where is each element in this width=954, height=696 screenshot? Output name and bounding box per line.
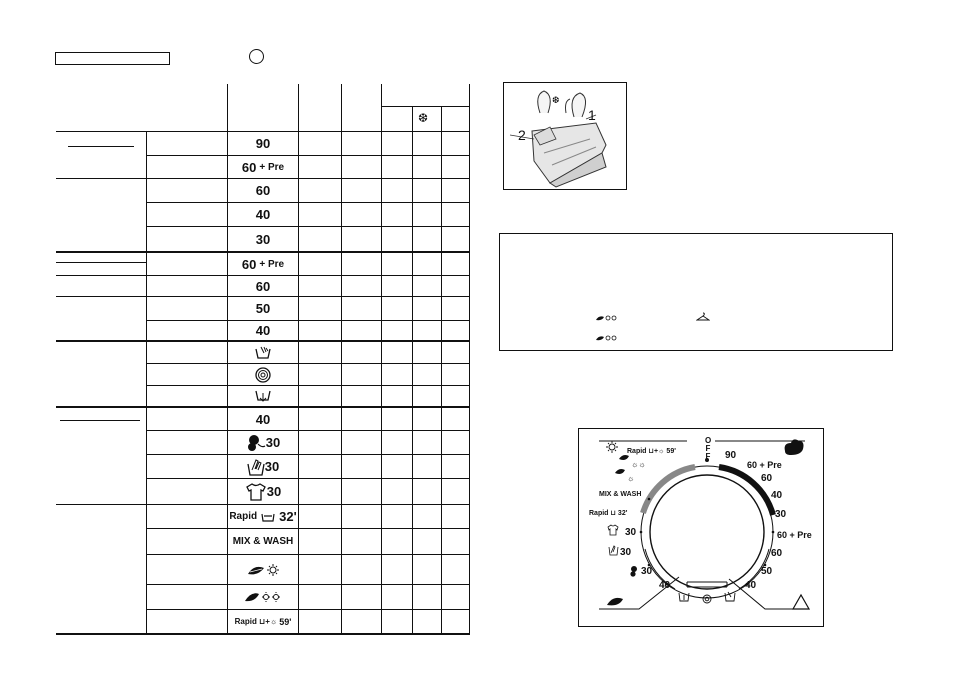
- row-90: 90: [255, 136, 271, 151]
- dial-40: 40: [771, 490, 783, 501]
- row-60-pre: 60 + Pre: [241, 159, 285, 175]
- delicate-icon: [228, 555, 298, 584]
- row-40-c: 40: [255, 411, 271, 427]
- delicate-dry-icon-small: [596, 314, 618, 324]
- dial-mix-wash: MIX & WASH: [599, 491, 642, 498]
- dial-30: 30: [775, 509, 787, 520]
- dial-60-pre-b: 60 + Pre: [777, 530, 812, 540]
- row-wool-30: 30: [228, 431, 298, 454]
- info-box: [499, 233, 893, 351]
- dial-60-b: 60: [771, 548, 783, 559]
- dial-60: 60: [761, 473, 773, 484]
- dial-rapid-59: Rapid ⊔+☼ 59': [627, 448, 676, 455]
- dial-off-label: OFF: [705, 436, 712, 461]
- dial-90: 90: [725, 450, 737, 461]
- programme-table: [56, 84, 470, 634]
- row-60-b: 60: [255, 278, 271, 294]
- row-50: 50: [255, 301, 271, 316]
- dial-50: 50: [761, 566, 773, 577]
- language-circle: [249, 49, 264, 64]
- drawer-label-2: 2: [518, 127, 526, 143]
- hanger-icon: [696, 312, 710, 324]
- dial-wool-30: 30: [641, 566, 653, 577]
- header-blank-box: [55, 52, 170, 65]
- delicate-dry-icon: [228, 585, 298, 609]
- drain-icon: [228, 386, 298, 406]
- shirt-icon: [245, 483, 267, 501]
- rinse-icon: [228, 342, 298, 363]
- spin-icon: [228, 364, 298, 385]
- row-30: 30: [255, 231, 271, 247]
- dial-40-b: 40: [745, 580, 757, 591]
- wool-icon: [246, 434, 266, 452]
- row-40-b: 40: [255, 323, 271, 338]
- row-60: 60: [255, 183, 271, 198]
- dial-rapid-32: Rapid ⊔ 32': [589, 510, 628, 517]
- snowflake-icon: ❆: [418, 111, 429, 125]
- row-rapid-32: Rapid 32': [229, 509, 297, 524]
- dial-delicate-dry: ☼☼: [631, 460, 646, 469]
- row-mix-wash: MIX & WASH: [232, 536, 294, 547]
- dial-shirt-30: 30: [625, 527, 637, 538]
- svg-text:❆: ❆: [552, 96, 560, 106]
- handwash-icon: [247, 458, 265, 476]
- detergent-drawer-picture: [503, 82, 627, 190]
- drawer-label-1: 1: [588, 107, 596, 123]
- dial-handwash-30: 30: [620, 547, 632, 558]
- dial-60-pre: 60 + Pre: [747, 460, 782, 470]
- programme-dial: [578, 428, 824, 627]
- dial-delicate: ☼: [627, 474, 635, 483]
- row-rapid-59: Rapid ⊔+☼ 59': [234, 616, 292, 627]
- row-handwash-30: 30: [228, 455, 298, 478]
- dial-40-c: 40: [659, 580, 671, 591]
- delicate-dry-icon-small-2: [596, 334, 618, 344]
- row-40: 40: [255, 207, 271, 222]
- row-shirt-30: 30: [228, 479, 298, 504]
- row-60-pre-b: 60 + Pre: [241, 256, 285, 272]
- tub-icon: [261, 512, 275, 522]
